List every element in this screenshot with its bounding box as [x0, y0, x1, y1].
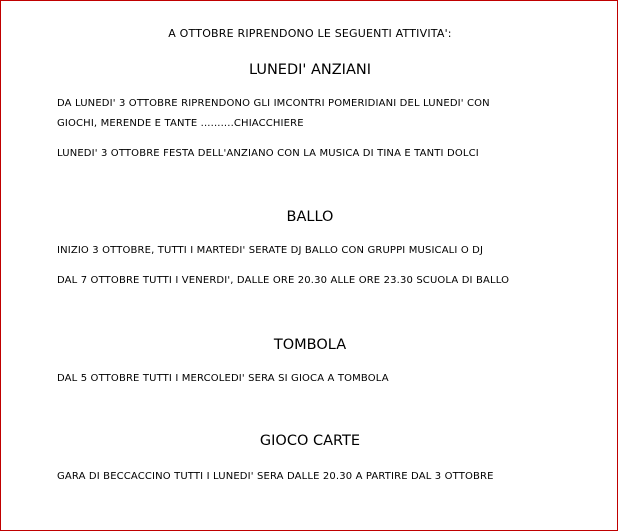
paragraph-line: GARA DI BECCACCINO TUTTI I LUNEDI' SERA DALLE 20.30 A PARTIRE DAL 3 OTTOBRE [57, 471, 494, 482]
paragraph-tombola [57, 369, 577, 389]
section-heading-lunedi-anziani: LUNEDI' ANZIANI [248, 62, 372, 78]
paragraph-line: DAL 7 OTTOBRE TUTTI I VENERDI', DALLE ORE 20.30 ALLE ORE 23.30 SCUOLA DI BALLO [57, 275, 510, 286]
paragraph-line: LUNEDI' 3 OTTOBRE FESTA DELL'ANZIANO CON LA MUSICA DI TINA E TANTI DOLCI [57, 148, 479, 159]
paragraph-line: GIOCHI, MERENDE E TANTE ..........CHIACCHIERE [57, 118, 304, 129]
paragraph-line: DAL 5 OTTOBRE TUTTI I MERCOLEDI' SERA SI GIOCA A TOMBOLA [57, 373, 389, 384]
paragraph-line: INIZIO 3 OTTOBRE, TUTTI I MARTEDI' SERATE DJ BALLO CON GRUPPI MUSICALI O DJ [57, 245, 484, 256]
paragraph-incontri-pomeridiani [57, 94, 577, 134]
paragraph-serate-dj [57, 241, 577, 261]
paragraph-line: DA LUNEDI' 3 OTTOBRE RIPRENDONO GLI IMCONTRI POMERIDIANI DEL LUNEDI' CON [57, 98, 490, 109]
paragraph-festa-anziano [57, 144, 577, 164]
section-heading-gioco-carte: GIOCO CARTE [259, 433, 361, 449]
paragraph-scuola-ballo [57, 271, 577, 291]
intro-line: A OTTOBRE RIPRENDONO LE SEGUENTI ATTIVITA': [168, 27, 452, 40]
section-heading-ballo: BALLO [286, 209, 334, 225]
section-heading-tombola: TOMBOLA [273, 337, 347, 353]
paragraph-beccaccino [57, 467, 577, 487]
